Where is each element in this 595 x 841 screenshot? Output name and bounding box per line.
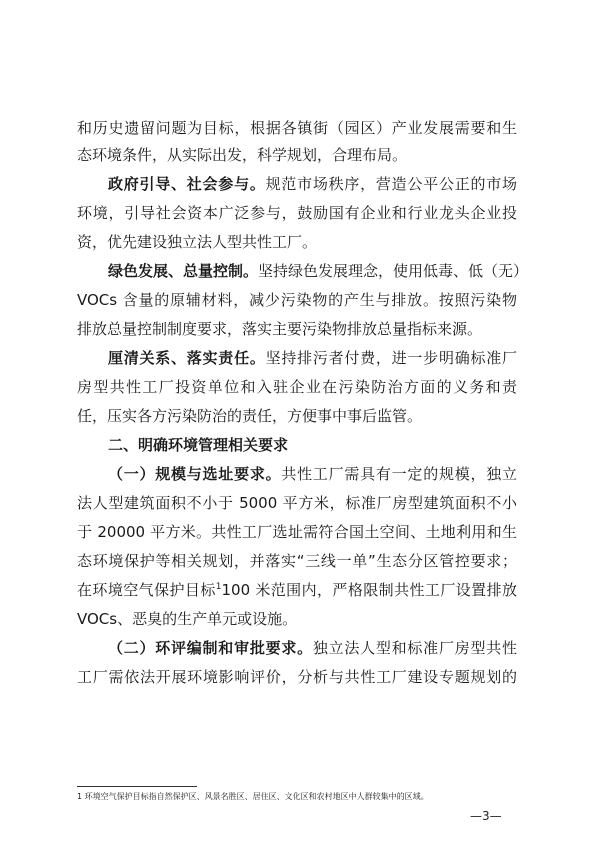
body-line: 态环境条件，从实际出发，科学规划，合理布局。 bbox=[77, 146, 408, 164]
paragraph-line bbox=[77, 580, 517, 600]
paragraph-lead: 厘清关系、落实责任。 bbox=[108, 349, 266, 367]
paragraph-lead: （一）规模与选址要求。 bbox=[108, 465, 282, 483]
body-line: 态环境保护等相关规划，并落实“三线一单”生态分区管控要求； bbox=[77, 552, 517, 570]
paragraph-text: 规范市场秩序，营造公平公正的市场 bbox=[265, 175, 517, 193]
footnote-ref[interactable]: 1 bbox=[215, 582, 222, 592]
body-line: VOCs 含量的原辅材料，减少污染物的产生与排放。按照污染物 bbox=[77, 291, 517, 309]
body-line: 环境，引导社会资本广泛参与，鼓励国有企业和行业龙头企业投 bbox=[77, 204, 517, 222]
paragraph-lead: （二）环评编制和审批要求。 bbox=[108, 639, 313, 657]
body-line: 排放总量控制制度要求，落实主要污染物排放总量指标来源。 bbox=[77, 320, 483, 338]
paragraph-line bbox=[108, 348, 517, 368]
paragraph-text: 坚持排污者付费，进一步明确标准厂 bbox=[265, 349, 517, 367]
body-line: 和历史遗留问题为目标，根据各镇街（园区）产业发展需要和生 bbox=[77, 119, 517, 137]
page-number: —3— bbox=[470, 809, 502, 823]
paragraph-text: 独立法人型和标准厂房型共性 bbox=[312, 639, 517, 657]
footnote: 1 环境空气保护目标指自然保护区、风景名胜区、居住区、文化区和农村地区中人群较集中的区域。 bbox=[77, 792, 429, 801]
body-line: 资，优先建设独立法人型共性工厂。 bbox=[77, 233, 318, 251]
body-line: 房型共性工厂投资单位和入驻企业在污染防治方面的义务和责 bbox=[77, 378, 517, 396]
body-line: 于 20000 平方米。共性工厂选址需符合国土空间、土地利用和生 bbox=[77, 523, 517, 541]
line-text: 100 米范围内，严格限制共性工厂设置排放 bbox=[221, 581, 517, 599]
paragraph-text: 共性工厂需具有一定的规模，独立 bbox=[281, 465, 517, 483]
footnote-divider bbox=[77, 786, 197, 787]
paragraph-line bbox=[108, 464, 517, 484]
paragraph-line bbox=[108, 261, 529, 281]
paragraph-text: 坚持绿色发展理念，使用低毒、低（无） bbox=[258, 262, 529, 280]
paragraph-line bbox=[108, 174, 517, 194]
paragraph-lead: 绿色发展、总量控制。 bbox=[108, 262, 259, 280]
body-line: VOCs、恶臭的生产单元或设施。 bbox=[77, 610, 298, 628]
section-heading: 二、明确环境管理相关要求 bbox=[108, 436, 289, 454]
paragraph-line bbox=[108, 638, 517, 658]
paragraph-lead: 政府引导、社会参与。 bbox=[108, 175, 266, 193]
body-line: 法人型建筑面积不小于 5000 平方米，标准厂房型建筑面积不小 bbox=[77, 494, 517, 512]
body-line: 任，压实各方污染防治的责任，方便事中事后监管。 bbox=[77, 407, 423, 425]
body-line: 工厂需依法开展环境影响评价，分析与共性工厂建设专题规划的 bbox=[77, 668, 517, 686]
line-text: 在环境空气保护目标 bbox=[77, 581, 216, 599]
